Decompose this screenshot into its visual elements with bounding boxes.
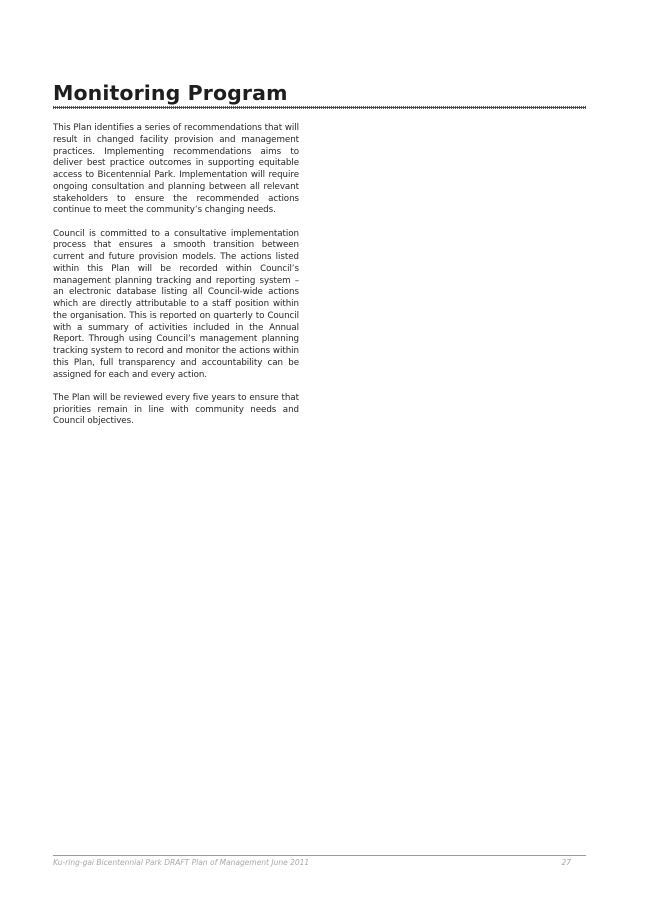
footer-divider	[53, 855, 586, 856]
title-underline	[53, 106, 586, 109]
paragraph-implementation: Council is committed to a consultative implementation process that ensures a smooth transition between current and future provision models. The actions listed within this Plan will be recorded within Council’s management planning tracking and reporting system – an electronic database listing all Council-wide actions which are directly attributable to a staff position within the organisation. This is reported on quarterly to Council with a summary of activities included in the Annual Report. Through using Council’s management planning tracking system to record and monitor the actions within this Plan, full transparency and accountability can be assigned for each and every action.	[53, 228, 299, 380]
paragraph-review: The Plan will be reviewed every five years to ensure that priorities remain in line with community needs and Council objectives.	[53, 392, 299, 427]
footer-document-title: Ku-ring-gai Bicentennial Park DRAFT Plan of Management June 2011	[53, 858, 310, 867]
footer-page-number: 27	[561, 858, 571, 867]
body-text-column	[53, 123, 299, 440]
paragraph-intro: This Plan identifies a series of recommendations that will result in changed facility provision and management practices. Implementing recommendations aims to deliver best practice outcomes in supporting equitable access to Bicentennial Park. Implementation will require ongoing consultation and planning between all relevant stakeholders to ensure the recommended actions continue to meet the community’s changing needs.	[53, 123, 299, 216]
page-title: Monitoring Program	[53, 81, 288, 105]
